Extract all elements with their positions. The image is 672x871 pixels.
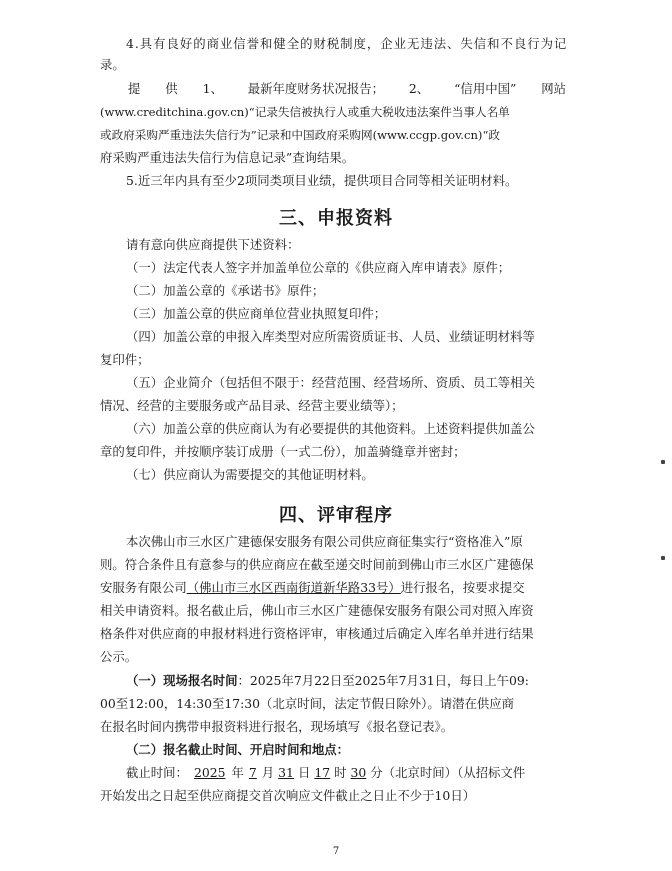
text-fragment: 进行报名，按要求提交 [400, 580, 525, 595]
scan-mark [661, 556, 665, 560]
text-line: 4.具有良好的商业信誉和健全的财税制度，企业无违法、失信和不良行为记 [126, 36, 568, 51]
text-line: 情况、经营的主要服务或产品目录、经营主要业绩等）； [100, 398, 404, 413]
text-line: 公示。 [100, 649, 138, 664]
text-fragment: 安服务有限公司 [100, 580, 187, 595]
deadline-minute: 30 [350, 765, 367, 780]
text-fragment: 年 [231, 765, 244, 780]
onsite-registration-line [126, 673, 529, 689]
page-number: 7 [332, 846, 340, 857]
deadline-heading: （二）报名截止时间、开启时间和地点： [126, 742, 350, 757]
section-heading: 四、评审程序 [279, 505, 393, 526]
deadline-hour: 17 [314, 765, 331, 780]
qualification-item-4-line [126, 36, 566, 52]
text-fragment: 网站 [541, 81, 566, 96]
text-line: 格条件对供应商的申报材料进行资格评审，审核通过后确定入库名单并进行结果 [100, 626, 534, 641]
deadline-line [126, 765, 525, 781]
text-line: 则。符合条件且有意参与的供应商应在截至递交时间前到佛山市三水区广建德保 [100, 557, 534, 572]
text-line: 府采购严重违法失信行为信息记录”查询结果。 [100, 150, 355, 165]
list-item: （七）供应商认为需要提交的其他证明材料。 [126, 467, 374, 482]
text-fragment: 2、 [408, 81, 430, 96]
list-item: （六）加盖公章的供应商认为有必要提供的其他资料。上述资料提供加盖公 [126, 421, 535, 436]
text-line: (www.creditchina.gov.cn)“记录失信被执行人或重大税收违法案件当事人名单 [100, 105, 510, 119]
deadline-month: 7 [248, 765, 257, 780]
address-line [100, 580, 525, 596]
text-line: 复印件； [100, 352, 150, 367]
list-item: （三）加盖公章的供应商单位营业执照复印件； [126, 306, 387, 321]
deadline-prefix: 截止时间： [126, 765, 188, 780]
text-fragment: 月 [261, 765, 275, 780]
text-line: 本次佛山市三水区广建德保安服务有限公司供应商征集实行“资格准入”原 [126, 534, 523, 549]
scan-mark [661, 460, 665, 464]
deadline-day: 31 [278, 765, 294, 780]
text-fragment: 1、 [202, 81, 223, 96]
list-item: （一）法定代表人签字并加盖单位公章的《供应商入库申请表》原件； [126, 260, 511, 275]
text-fragment: 时 [334, 765, 347, 780]
text-fragment: ：2025年7月22日至2025年7月31日，每日上午09: [237, 673, 529, 688]
text-line: 在报名时间内携带申报资料进行报名，现场填写《报名登记表》。 [100, 719, 454, 734]
text-line: 章的复印件，并按顺序装订成册（一式二份），加盖骑缝章并密封； [100, 444, 466, 459]
text-fragment: 分（北京时间）（从招标文件 [370, 765, 526, 780]
text-line: 00至12:00，14:30至17:30（北京时间，法定节假日除外）。请潜在供应商 [100, 696, 515, 711]
onsite-registration-label: （一）现场报名时间 [126, 673, 238, 688]
text-line: 请有意向供应商提供下述资料： [126, 237, 300, 252]
text-fragment: 最新年度财务状况报告； [247, 81, 385, 96]
text-fragment: 供 [165, 81, 178, 96]
text-fragment: “信用中国” [454, 81, 517, 96]
text-fragment: 日 [297, 765, 311, 780]
proof-line-1 [128, 81, 566, 97]
section-heading: 三、申报资料 [279, 208, 393, 229]
qualification-item-5: 5.近三年内具有至少2项同类项目业绩，提供项目合同等相关证明材料。 [126, 173, 518, 188]
address-text: （佛山市三水区西南街道新华路33号） [186, 580, 401, 595]
text-line: 相关申请资料。报名截止后，佛山市三水区广建德保安服务有限公司对照入库资 [100, 603, 534, 618]
text-fragment: 提 [128, 81, 141, 96]
list-item: （四）加盖公章的申报入库类型对应所需资质证书、人员、业绩证明材料等 [126, 329, 535, 344]
text-line: 开始发出之日起至供应商提交首次响应文件截止之日止不少于10日） [100, 788, 476, 803]
list-item: （五）企业简介（包括但不限于：经营范围、经营场所、资质、员工等相关 [126, 375, 535, 390]
list-item: （二）加盖公章的《承诺书》原件； [126, 283, 325, 298]
text-line: 录。 [100, 57, 125, 72]
deadline-year: 2025 [193, 765, 226, 780]
text-line: 或政府采购严重违法失信行为”记录和中国政府采购网(www.ccgp.gov.cn)“政 [100, 128, 500, 142]
